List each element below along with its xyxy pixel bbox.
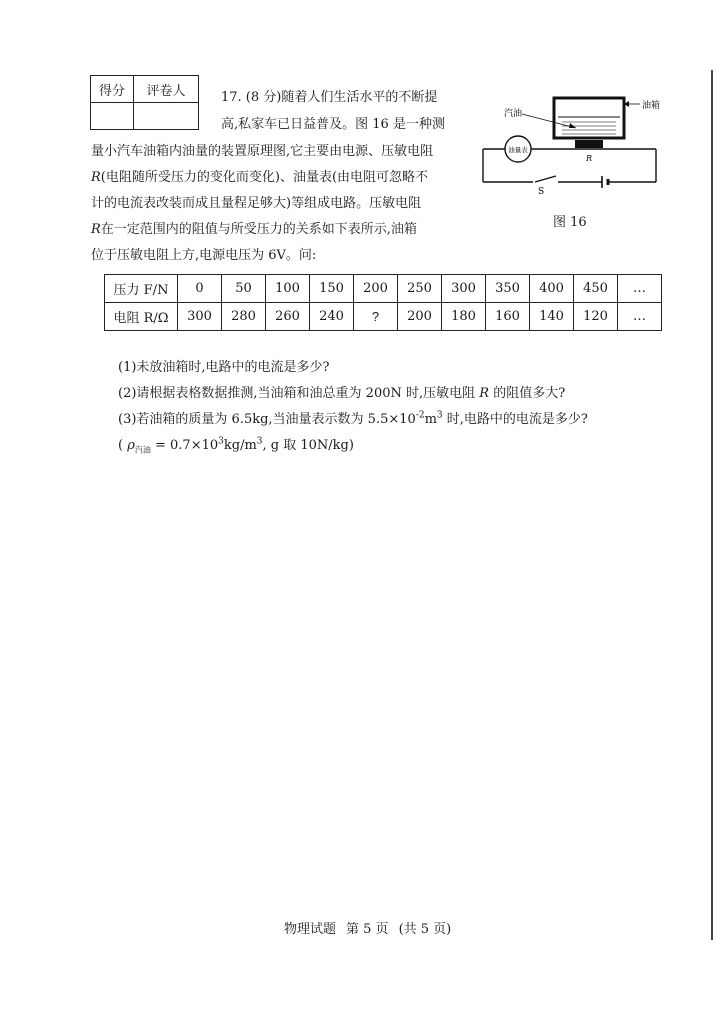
resistance-cell: 120 <box>574 303 618 331</box>
pressure-row <box>105 275 662 303</box>
score-label: 得分 <box>91 76 134 103</box>
pressure-cell: 400 <box>530 275 574 303</box>
meter-label: 油量表 <box>508 146 528 154</box>
resistance-cell: 300 <box>178 303 222 331</box>
reviewer-label: 评卷人 <box>134 76 199 103</box>
subquestion-2: (2)请根据表格数据推测,当油箱和油总重为 200N 时,压敏电阻 R 的阻值多大? <box>118 386 566 401</box>
gasoline-arrowhead <box>569 123 576 128</box>
given-constants: ( $\rho_{汽油} = 0.7\times 10^3kg/m^3$, g 取 10N/kg) <box>118 436 354 455</box>
pressure-resistance-table <box>104 274 662 331</box>
question-number: 17. (8 分) <box>221 90 282 105</box>
gasoline-label: 汽油 <box>504 109 523 119</box>
question-line-6: R在一定范围内的阻值与所受压力的关系如下表所示,油箱 <box>91 222 417 237</box>
reviewer-cell <box>134 103 199 130</box>
resistance-cell: 260 <box>266 303 310 331</box>
pressure-cell: 100 <box>266 275 310 303</box>
pressure-cell: 150 <box>310 275 354 303</box>
question-line-5: 计的电流表改装而成且量程足够大)等组成电路。压敏电阻 <box>91 196 422 211</box>
pressure-cell: 250 <box>398 275 442 303</box>
page-border-line <box>711 70 713 940</box>
score-box <box>90 75 199 130</box>
resistance-cell-unknown: ? <box>354 303 398 331</box>
figure-caption: 图 16 <box>553 215 587 230</box>
footer-total: (共 5 页) <box>398 922 452 937</box>
pressure-cell: 0 <box>178 275 222 303</box>
resistance-cell: 200 <box>398 303 442 331</box>
switch-blade <box>535 176 556 182</box>
footer-subject: 物理试题 <box>284 922 337 937</box>
resistor-label: R <box>586 154 593 163</box>
pressure-row-label: 压力 F/N <box>105 275 178 303</box>
subquestion-1: (1)未放油箱时,电路中的电流是多少? <box>118 360 330 375</box>
pressure-cell: 350 <box>486 275 530 303</box>
question-line-4: R(电阻随所受压力的变化而变化)、油量表(由电阻可忽略不 <box>91 170 429 185</box>
switch-label: S <box>538 187 545 197</box>
pressure-cell: 450 <box>574 275 618 303</box>
question-line-7: 位于压敏电阻上方,电源电压为 6V。问: <box>91 248 317 263</box>
resistance-cell: 140 <box>530 303 574 331</box>
page-footer <box>284 918 461 937</box>
resistance-row-label: 电阻 R/Ω <box>105 303 178 331</box>
resistance-cell: 180 <box>442 303 486 331</box>
question-line-3: 量小汽车油箱内油量的装置原理图,它主要由电源、压敏电阻 <box>91 144 434 159</box>
footer-page: 第 5 页 <box>346 922 389 937</box>
resistance-row <box>105 303 662 331</box>
pressure-cell: … <box>618 275 662 303</box>
resistance-cell: … <box>618 303 662 331</box>
gasoline-pointer <box>522 114 576 128</box>
resistance-cell: 280 <box>222 303 266 331</box>
question-line-1: 17. (8 分)随着人们生活水平的不断提 <box>221 90 438 105</box>
score-cell <box>91 103 134 130</box>
pressure-sensor-R <box>575 140 603 148</box>
pressure-cell: 200 <box>354 275 398 303</box>
subquestion-3: (3)若油箱的质量为 6.5kg,当油量表示数为 $5.5\times 10^{-2}m^3$ 时,电路中的电流是多少? <box>118 410 588 427</box>
question-line-2: 高,私家车已日益普及。图 16 是一种测 <box>221 117 445 132</box>
tank-label: 油箱 <box>642 101 661 111</box>
resistance-cell: 240 <box>310 303 354 331</box>
fuel-tank <box>554 98 624 138</box>
resistance-cell: 160 <box>486 303 530 331</box>
pressure-cell: 300 <box>442 275 486 303</box>
pressure-cell: 50 <box>222 275 266 303</box>
